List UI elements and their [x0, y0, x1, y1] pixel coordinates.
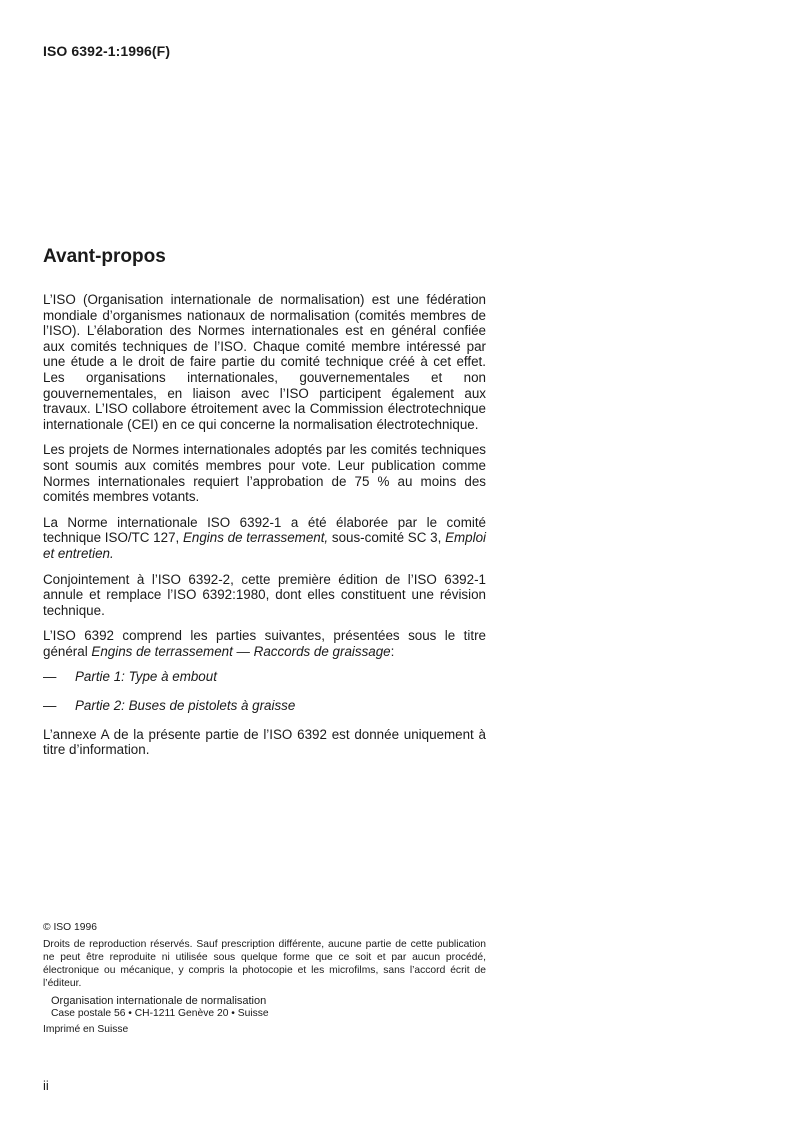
- copyright-footer: [43, 922, 486, 1037]
- section-title: Avant-propos: [43, 246, 166, 267]
- tc-title: Engins de terrassement,: [182, 530, 329, 546]
- list-item-part-2: [43, 698, 486, 714]
- printed-in: Imprimé en Suisse: [43, 1024, 129, 1036]
- reproduction-rights: Droits de reproduction réservés. Sauf prescription différente, aucune partie de cette publication ne peut être reproduite ni utilisée sous quelque forme que ce soit et par aucun procédé, électronique ou mécanique, y compris la photocopie et les microfilms, sans l’accord écrit de l’éditeur.: [43, 938, 486, 989]
- part-2-label: Partie 2: Buses de pistolets à graisse: [75, 698, 296, 714]
- document-code: ISO 6392-1:1996(F): [43, 43, 171, 59]
- paragraph-parts-intro: [43, 628, 486, 659]
- paragraph-iso-intro: L’ISO (Organisation internationale de normalisation) est une fédération mondiale d’organismes nationaux de normalisation (comités membres de l’ISO). L’élaboration des Normes internationales est en général confiée aux comités techniques de l’ISO. Chaque comité membre intéressé par une étude a le droit de faire partie du comité technique créé à cet effet. Les organisations internationales, gouvernementales et non gouvernementales, en liaison avec l’ISO participent également aux travaux. L’ISO collabore étroitement avec la Commission électrotechnique internationale (CEI) en ce qui concerne la normalisation électrotechnique.: [43, 292, 486, 432]
- foreword-body: [43, 292, 486, 768]
- list-item-part-1: [43, 669, 486, 685]
- paragraph-committee: [43, 515, 486, 562]
- paragraph-voting: Les projets de Normes internationales adoptés par les comités techniques sont soumis aux comités membres pour vote. Leur publication comme Normes internationales requiert l’approbation de 75 % au moins des comités membres votants.: [43, 442, 486, 505]
- list-dash: —: [43, 669, 57, 685]
- copyright-line: © ISO 1996: [43, 922, 97, 933]
- parts-intro-suffix: :: [390, 643, 395, 659]
- paragraph-annex: L’annexe A de la présente partie de l’ISO 6392 est donnée uniquement à titre d’information.: [43, 726, 486, 758]
- paragraph-edition: Conjointement à l’ISO 6392-2, cette première édition de l’ISO 6392-1 annule et remplace l’ISO 6392:1980, dont elles constituent une révision technique.: [43, 571, 486, 618]
- part-1-label: Partie 1: Type à embout: [75, 669, 217, 685]
- parts-intro-prefix: L’ISO 6392 comprend les parties suivantes, présentées sous le titre général: [43, 628, 486, 659]
- list-dash: —: [43, 698, 57, 714]
- page-number: ii: [43, 1078, 49, 1093]
- committee-text-prefix: La Norme internationale ISO 6392-1 a été élaborée par le comité technique ISO/TC 127,: [43, 514, 486, 546]
- sc-title: Emploi et entretien.: [43, 530, 486, 561]
- general-title: Engins de terrassement — Raccords de graissage: [91, 643, 391, 659]
- organisation-name: Organisation internationale de normalisation: [51, 994, 267, 1007]
- committee-text-middle: sous-comité SC 3,: [328, 530, 446, 546]
- postal-address: Case postale 56 • CH-1211 Genève 20 • Suisse: [51, 1007, 269, 1019]
